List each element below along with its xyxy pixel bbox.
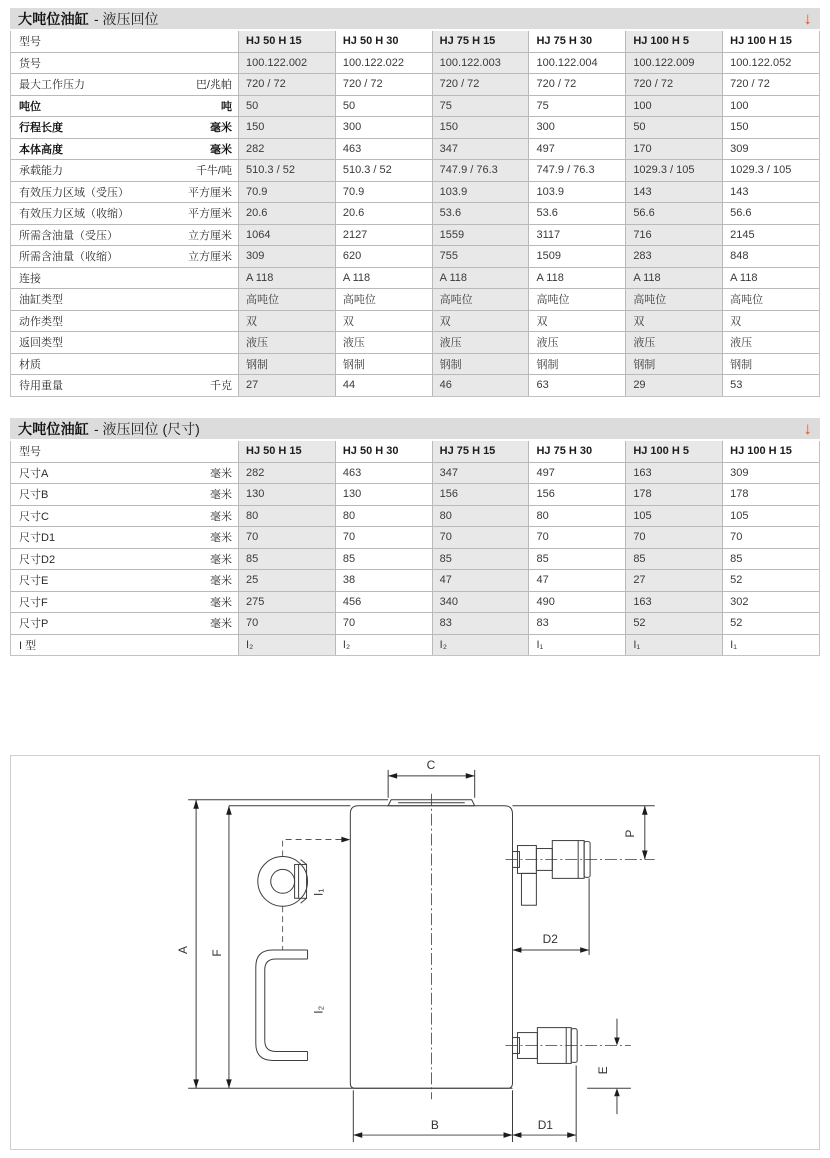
row-label: 油缸类型 [19, 294, 63, 307]
value-cell: 液压 [528, 332, 625, 353]
value-cell: 高吨位 [335, 289, 432, 310]
value-cell: 46 [432, 375, 529, 396]
row-label: 返回类型 [19, 337, 63, 350]
value-cell: 50 [625, 117, 722, 138]
row-label: 尺寸E [19, 575, 49, 588]
value-cell: 1029.3 / 105 [625, 160, 722, 181]
value-cell: 高吨位 [625, 289, 722, 310]
table-row [11, 462, 819, 484]
dimensions-table [10, 441, 820, 656]
table-row [11, 353, 819, 375]
value-cell: 100.122.052 [722, 53, 819, 74]
value-cell: 50 [238, 96, 335, 117]
value-cell: 2145 [722, 225, 819, 246]
row-unit: 毫米 [210, 618, 232, 631]
value-cell: 497 [528, 463, 625, 484]
row-label-cell [11, 268, 238, 289]
value-cell: 液压 [625, 332, 722, 353]
row-label: 货号 [19, 57, 41, 70]
row-label: 尺寸B [19, 489, 49, 502]
table-row [11, 52, 819, 74]
table-row [11, 73, 819, 95]
spec-table [10, 31, 820, 397]
value-cell: 302 [722, 592, 819, 613]
value-cell: 1509 [528, 246, 625, 267]
value-cell: 高吨位 [722, 289, 819, 310]
row-label-cell [11, 74, 238, 95]
value-cell: 70 [335, 613, 432, 634]
value-cell: 275 [238, 592, 335, 613]
row-label: 所需含油量（收缩） [19, 251, 118, 264]
value-cell: 720 / 72 [625, 74, 722, 95]
table-header-row [11, 441, 819, 462]
model-column-header: HJ 100 H 15 [722, 441, 819, 462]
row-label-cell [11, 635, 238, 656]
value-cell: 510.3 / 52 [238, 160, 335, 181]
table-row [11, 202, 819, 224]
value-cell: 309 [722, 463, 819, 484]
value-cell: 53 [722, 375, 819, 396]
cylinder-body [350, 806, 512, 1089]
value-cell: 双 [528, 311, 625, 332]
value-cell: 716 [625, 225, 722, 246]
value-cell: A 118 [625, 268, 722, 289]
table-row [11, 288, 819, 310]
row-label: 行程长度 [19, 122, 63, 135]
value-cell: 70.9 [238, 182, 335, 203]
value-cell: 47 [528, 570, 625, 591]
row-unit: 毫米 [210, 532, 232, 545]
row-label: 承载能力 [19, 165, 63, 178]
row-label-cell [11, 203, 238, 224]
value-cell: 双 [722, 311, 819, 332]
row-unit: 毫米 [210, 143, 232, 156]
value-cell: 70.9 [335, 182, 432, 203]
row-label-cell [11, 160, 238, 181]
table1-titlebar [10, 8, 820, 31]
value-cell: 300 [335, 117, 432, 138]
value-cell: A 118 [722, 268, 819, 289]
value-cell: I₂ [432, 635, 529, 656]
spec-table-section [10, 8, 820, 397]
table-row [11, 548, 819, 570]
row-label-cell [11, 592, 238, 613]
value-cell: 747.9 / 76.3 [528, 160, 625, 181]
download-arrow-icon[interactable]: ↓ [803, 419, 812, 438]
dim-label-c: C [426, 757, 436, 772]
value-cell: 755 [432, 246, 529, 267]
model-column-header: HJ 75 H 15 [432, 441, 529, 462]
value-cell: 309 [722, 139, 819, 160]
value-cell: 液压 [238, 332, 335, 353]
value-cell: I₂ [335, 635, 432, 656]
row-unit: 吨 [221, 100, 232, 113]
table-row [11, 224, 819, 246]
cylinder-dimension-drawing [11, 756, 817, 1147]
value-cell: 85 [722, 549, 819, 570]
value-cell: 3117 [528, 225, 625, 246]
value-cell: 80 [528, 506, 625, 527]
value-cell: 105 [625, 506, 722, 527]
table2-titlebar [10, 418, 820, 441]
row-label-cell [11, 225, 238, 246]
header-label-cell [11, 31, 238, 52]
value-cell: 283 [625, 246, 722, 267]
value-cell: 130 [335, 484, 432, 505]
value-cell: 47 [432, 570, 529, 591]
c-extension-lines [388, 770, 475, 798]
row-label-cell [11, 375, 238, 396]
value-cell: 100.122.002 [238, 53, 335, 74]
model-column-header: HJ 50 H 15 [238, 31, 335, 52]
value-cell: 170 [625, 139, 722, 160]
value-cell: 347 [432, 139, 529, 160]
table-row [11, 159, 819, 181]
row-label: 最大工作压力 [19, 79, 85, 92]
value-cell: 130 [238, 484, 335, 505]
row-label: 尺寸D1 [19, 532, 56, 545]
eye-leader-line [283, 840, 342, 857]
value-cell: 53.6 [528, 203, 625, 224]
value-cell: 103.9 [432, 182, 529, 203]
row-unit: 毫米 [210, 596, 232, 609]
value-cell: 85 [335, 549, 432, 570]
table-row [11, 569, 819, 591]
value-cell: 720 / 72 [335, 74, 432, 95]
value-cell: 钢制 [432, 354, 529, 375]
value-cell: 1064 [238, 225, 335, 246]
value-cell: 高吨位 [432, 289, 529, 310]
value-cell: 38 [335, 570, 432, 591]
row-label-cell [11, 96, 238, 117]
row-unit: 平方厘米 [188, 186, 232, 199]
value-cell: 56.6 [722, 203, 819, 224]
value-cell: 钢制 [722, 354, 819, 375]
row-unit: 平方厘米 [188, 208, 232, 221]
model-column-header: HJ 75 H 30 [528, 31, 625, 52]
value-cell: 100 [722, 96, 819, 117]
value-cell: 27 [238, 375, 335, 396]
value-cell: 钢制 [335, 354, 432, 375]
value-cell: 70 [238, 527, 335, 548]
table-header-row [11, 31, 819, 52]
row-label-cell [11, 549, 238, 570]
value-cell: 463 [335, 139, 432, 160]
value-cell: 282 [238, 139, 335, 160]
table-row [11, 267, 819, 289]
value-cell: 双 [432, 311, 529, 332]
value-cell: A 118 [528, 268, 625, 289]
row-label-cell [11, 570, 238, 591]
row-label: 所需含油量（受压） [19, 229, 118, 242]
header-label: 型号 [19, 446, 41, 459]
value-cell: I₁ [528, 635, 625, 656]
table-row [11, 310, 819, 332]
row-label: 有效压力区域（受压） [19, 186, 129, 199]
row-label-cell [11, 354, 238, 375]
value-cell: 52 [722, 613, 819, 634]
value-cell: 56.6 [625, 203, 722, 224]
row-label: 有效压力区域（收缩） [19, 208, 129, 221]
row-label: 尺寸A [19, 467, 49, 480]
value-cell: 25 [238, 570, 335, 591]
table2-subtitle: - 液压回位 (尺寸) [94, 420, 200, 437]
table-row [11, 505, 819, 527]
row-unit: 毫米 [210, 489, 232, 502]
table-row [11, 374, 819, 396]
value-cell: A 118 [238, 268, 335, 289]
value-cell: 163 [625, 592, 722, 613]
value-cell: 2127 [335, 225, 432, 246]
value-cell: 双 [625, 311, 722, 332]
dim-label-e: E [596, 1066, 611, 1075]
value-cell: 钢制 [528, 354, 625, 375]
row-label: 材质 [19, 358, 41, 371]
value-cell: 720 / 72 [432, 74, 529, 95]
row-unit: 立方厘米 [188, 251, 232, 264]
value-cell: 143 [722, 182, 819, 203]
value-cell: 103.9 [528, 182, 625, 203]
value-cell: 156 [432, 484, 529, 505]
value-cell: 70 [528, 527, 625, 548]
value-cell: 80 [238, 506, 335, 527]
dim-label-p: P [622, 829, 637, 838]
row-unit: 立方厘米 [188, 229, 232, 242]
value-cell: 20.6 [238, 203, 335, 224]
value-cell: 100.122.022 [335, 53, 432, 74]
value-cell: 双 [335, 311, 432, 332]
value-cell: 456 [335, 592, 432, 613]
value-cell: 848 [722, 246, 819, 267]
value-cell: 液压 [722, 332, 819, 353]
dim-label-d1: D1 [537, 1118, 553, 1133]
value-cell: 720 / 72 [722, 74, 819, 95]
row-label-cell [11, 182, 238, 203]
value-cell: I₂ [238, 635, 335, 656]
dimension-diagram-panel [10, 755, 820, 1150]
value-cell: 510.3 / 52 [335, 160, 432, 181]
value-cell: 1029.3 / 105 [722, 160, 819, 181]
row-unit: 毫米 [210, 122, 232, 135]
value-cell: 1559 [432, 225, 529, 246]
table1-title: 大吨位油缸 [18, 10, 89, 27]
table-row [11, 331, 819, 353]
value-cell: 463 [335, 463, 432, 484]
value-cell: 497 [528, 139, 625, 160]
dim-label-i2: I₂ [311, 1005, 326, 1014]
model-column-header: HJ 100 H 5 [625, 441, 722, 462]
value-cell: 钢制 [238, 354, 335, 375]
row-label-cell [11, 463, 238, 484]
value-cell: 83 [528, 613, 625, 634]
value-cell: A 118 [432, 268, 529, 289]
value-cell: 282 [238, 463, 335, 484]
table-row [11, 483, 819, 505]
value-cell: 钢制 [625, 354, 722, 375]
model-column-header: HJ 100 H 5 [625, 31, 722, 52]
table-row [11, 181, 819, 203]
dim-label-b: B [430, 1118, 439, 1133]
value-cell: 143 [625, 182, 722, 203]
value-cell: 490 [528, 592, 625, 613]
value-cell: 178 [722, 484, 819, 505]
value-cell: A 118 [335, 268, 432, 289]
dimensions-table-section [10, 418, 820, 656]
value-cell: 52 [625, 613, 722, 634]
top-port-fitting [512, 841, 590, 906]
row-label: 尺寸F [19, 596, 48, 609]
row-unit: 毫米 [210, 553, 232, 566]
value-cell: I₁ [722, 635, 819, 656]
model-column-header: HJ 50 H 15 [238, 441, 335, 462]
value-cell: 75 [432, 96, 529, 117]
value-cell: 150 [432, 117, 529, 138]
row-label-cell [11, 332, 238, 353]
value-cell: 双 [238, 311, 335, 332]
table-row [11, 138, 819, 160]
row-label: 尺寸C [19, 510, 49, 523]
value-cell: 高吨位 [528, 289, 625, 310]
value-cell: 53.6 [432, 203, 529, 224]
table-row [11, 526, 819, 548]
row-label: 尺寸P [19, 618, 49, 631]
row-unit: 千克 [210, 380, 232, 393]
value-cell: 70 [625, 527, 722, 548]
value-cell: 80 [335, 506, 432, 527]
carry-handle [256, 950, 308, 1060]
value-cell: 70 [238, 613, 335, 634]
value-cell: 85 [528, 549, 625, 570]
table-row [11, 634, 819, 656]
value-cell: 178 [625, 484, 722, 505]
table-row [11, 116, 819, 138]
row-label-cell [11, 311, 238, 332]
model-column-header: HJ 50 H 30 [335, 31, 432, 52]
row-label-cell [11, 527, 238, 548]
table-row [11, 245, 819, 267]
value-cell: 20.6 [335, 203, 432, 224]
dim-label-a: A [176, 946, 191, 954]
value-cell: 100 [625, 96, 722, 117]
row-unit: 毫米 [210, 510, 232, 523]
dim-label-f: F [209, 949, 224, 957]
value-cell: 620 [335, 246, 432, 267]
value-cell: 163 [625, 463, 722, 484]
model-column-header: HJ 75 H 15 [432, 31, 529, 52]
row-label-cell [11, 484, 238, 505]
value-cell: 720 / 72 [238, 74, 335, 95]
row-label: 本体高度 [19, 143, 63, 156]
value-cell: 52 [722, 570, 819, 591]
value-cell: 747.9 / 76.3 [432, 160, 529, 181]
value-cell: 80 [432, 506, 529, 527]
value-cell: 105 [722, 506, 819, 527]
value-cell: 720 / 72 [528, 74, 625, 95]
row-label: 尺寸D2 [19, 553, 56, 566]
value-cell: 100.122.009 [625, 53, 722, 74]
download-arrow-icon[interactable]: ↓ [803, 9, 812, 28]
row-unit: 巴/兆帕 [195, 79, 232, 92]
value-cell: 高吨位 [238, 289, 335, 310]
row-label-cell [11, 139, 238, 160]
table1-subtitle: - 液压回位 [94, 10, 159, 27]
value-cell: 100.122.003 [432, 53, 529, 74]
table-row [11, 612, 819, 634]
value-cell: 347 [432, 463, 529, 484]
row-label-cell [11, 289, 238, 310]
value-cell: 340 [432, 592, 529, 613]
value-cell: 85 [238, 549, 335, 570]
value-cell: 100.122.004 [528, 53, 625, 74]
value-cell: 70 [722, 527, 819, 548]
row-label-cell [11, 506, 238, 527]
row-label: 待用重量 [19, 380, 63, 393]
header-label: 型号 [19, 36, 41, 49]
dim-label-i1: I₁ [311, 888, 326, 896]
value-cell: 300 [528, 117, 625, 138]
value-cell: 液压 [432, 332, 529, 353]
value-cell: 44 [335, 375, 432, 396]
model-column-header: HJ 75 H 30 [528, 441, 625, 462]
row-unit: 毫米 [210, 575, 232, 588]
value-cell: 83 [432, 613, 529, 634]
value-cell: 63 [528, 375, 625, 396]
value-cell: I₁ [625, 635, 722, 656]
table-row [11, 95, 819, 117]
value-cell: 液压 [335, 332, 432, 353]
value-cell: 50 [335, 96, 432, 117]
value-cell: 85 [625, 549, 722, 570]
row-unit: 千牛/吨 [195, 165, 232, 178]
table2-title: 大吨位油缸 [18, 420, 89, 437]
dim-label-d2: D2 [542, 932, 558, 947]
value-cell: 150 [722, 117, 819, 138]
row-label: I 型 [19, 639, 37, 652]
row-label-cell [11, 246, 238, 267]
value-cell: 70 [432, 527, 529, 548]
table-row [11, 591, 819, 613]
value-cell: 29 [625, 375, 722, 396]
row-label-cell [11, 53, 238, 74]
row-label-cell [11, 613, 238, 634]
row-label: 动作类型 [19, 315, 63, 328]
value-cell: 27 [625, 570, 722, 591]
row-unit: 毫米 [210, 467, 232, 480]
model-column-header: HJ 100 H 15 [722, 31, 819, 52]
value-cell: 156 [528, 484, 625, 505]
value-cell: 75 [528, 96, 625, 117]
row-label: 吨位 [19, 100, 41, 113]
row-label-cell [11, 117, 238, 138]
lifting-eye-inner [271, 869, 295, 893]
value-cell: 150 [238, 117, 335, 138]
model-column-header: HJ 50 H 30 [335, 441, 432, 462]
value-cell: 70 [335, 527, 432, 548]
value-cell: 309 [238, 246, 335, 267]
value-cell: 85 [432, 549, 529, 570]
row-label: 连接 [19, 272, 41, 285]
header-label-cell [11, 441, 238, 462]
